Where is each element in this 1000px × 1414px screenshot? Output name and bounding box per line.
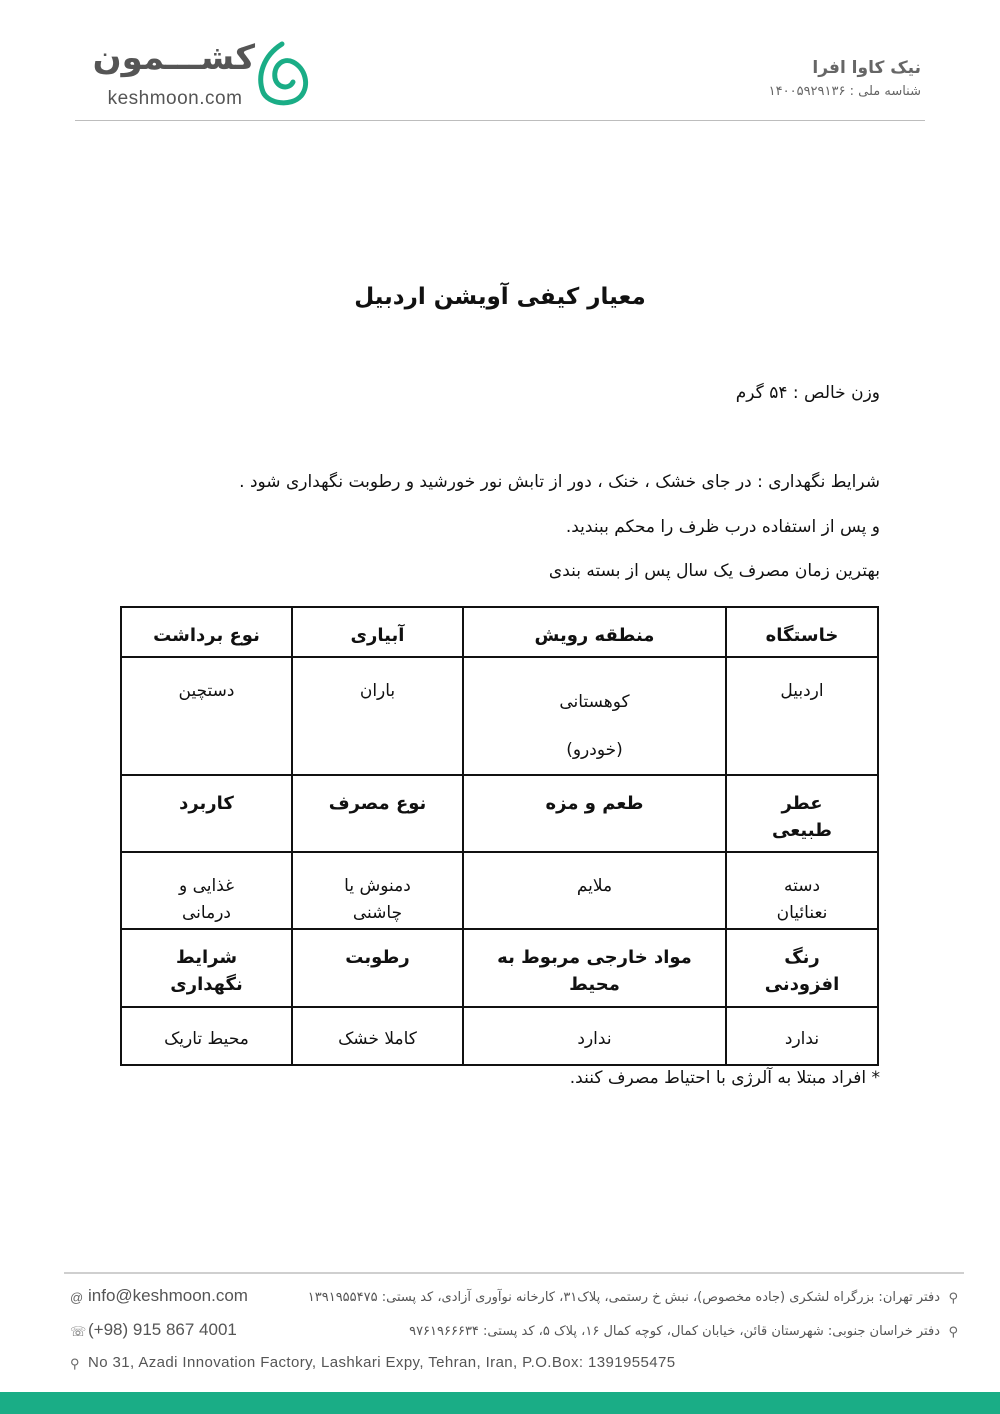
table-header-cell: نوع مصرف <box>292 775 463 852</box>
table-header-cell: نوع برداشت <box>121 607 292 657</box>
location-pin-icon: ⚲ <box>70 1356 80 1371</box>
footer-khorasan-office-row <box>409 1324 962 1348</box>
table-header-cell: آبیاری <box>292 607 463 657</box>
table-header-row-1 <box>121 607 878 657</box>
table-header-cell: عطر طبیعی <box>726 775 878 852</box>
table-cell: دستچین <box>121 657 292 775</box>
company-name: نیک کاوا افرا <box>812 58 921 78</box>
logo-text-fa: کشـــمون <box>92 38 255 78</box>
table-cell: اردبیل <box>726 657 878 775</box>
footer-tehran-office-row <box>308 1290 962 1314</box>
logo-seed-icon <box>253 40 311 110</box>
table-cell-text: کوهستانی <box>559 692 630 712</box>
quality-table <box>120 606 879 1066</box>
net-weight: وزن خالص : ۵۴ گرم <box>735 383 880 403</box>
table-cell: باران <box>292 657 463 775</box>
table-cell: ملایم <box>463 852 726 929</box>
table-cell: کاملا خشک <box>292 1007 463 1065</box>
footer-accent-bar <box>0 1392 1000 1414</box>
table-header-row-3 <box>121 929 878 1007</box>
footer-tehran-office: دفتر تهران: بزرگراه لشکری (جاده مخصوص)، نبش خ رستمی، پلاک۳۱، کارخانه نوآوری آزادی، کد پستی: ۱۳۹۱۹۵۵۴۷۵ <box>307 1290 940 1305</box>
table-header-cell: طعم و مزه <box>463 775 726 852</box>
allergy-note: * افراد مبتلا به آلرژی با احتیاط مصرف کنند. <box>569 1068 880 1088</box>
table-header-cell: رطوبت <box>292 929 463 1007</box>
email-icon: @ <box>70 1290 84 1305</box>
table-cell: غذایی و درمانی <box>121 852 292 929</box>
footer-khorasan-office: دفتر خراسان جنوبی: شهرستان قائن، خیابان کمال، کوچه کمال ۱۶، پلاک ۵، کد پستی: ۹۷۶۱۹۶۶۶۳۴ <box>409 1324 940 1339</box>
table-header-row-2 <box>121 775 878 852</box>
phone-icon: ☏ <box>70 1324 87 1339</box>
footer-email: info@keshmoon.com <box>88 1286 248 1305</box>
table-cell: دمنوش یا چاشنی <box>292 852 463 929</box>
table-cell: ندارد <box>726 1007 878 1065</box>
table-cell: دسته نعنائیان <box>726 852 878 929</box>
table-value-row-3 <box>121 1007 878 1065</box>
page-header <box>75 30 925 121</box>
logo-text-en: keshmoon.com <box>107 88 243 109</box>
keshmoon-logo <box>92 38 315 118</box>
footer-phone-row <box>66 1320 237 1344</box>
footer-address-row <box>66 1354 675 1378</box>
page-title: معیار کیفی آویشن اردبیل <box>354 284 646 310</box>
page-footer <box>64 1272 964 1384</box>
table-value-row-2 <box>121 852 878 929</box>
table-header-cell: مواد خارجی مربوط به محیط <box>463 929 726 1007</box>
table-header-cell: شرایط نگهداری <box>121 929 292 1007</box>
table-cell: محیط تاریک <box>121 1007 292 1065</box>
company-info <box>769 58 921 99</box>
location-pin-icon: ⚲ <box>948 1325 958 1340</box>
table-header-cell: منطقه رویش <box>463 607 726 657</box>
storage-conditions-line-1: شرایط نگهداری : در جای خشک ، خنک ، دور از تابش نور خورشید و رطوبت نگهداری شود . <box>239 472 880 492</box>
footer-phone: (+98) 915 867 4001 <box>88 1320 237 1339</box>
table-header-cell: خاستگاه <box>726 607 878 657</box>
footer-address-en: No 31, Azadi Innovation Factory, Lashkari Expy, Tehran, Iran, P.O.Box: 1391955475 <box>88 1354 676 1371</box>
table-header-cell: کاربرد <box>121 775 292 852</box>
footer-email-row <box>66 1286 248 1310</box>
location-pin-icon: ⚲ <box>948 1291 958 1306</box>
table-cell-text: (خودرو) <box>566 740 623 760</box>
table-header-cell: رنگ افزودنی <box>726 929 878 1007</box>
table-cell: ندارد <box>463 1007 726 1065</box>
storage-conditions-line-2: و پس از استفاده درب ظرف را محکم ببندید. <box>565 517 880 537</box>
company-national-id: شناسه ملی : ۱۴۰۰۵۹۲۹۱۳۶ <box>768 84 921 99</box>
table-value-row-1 <box>121 657 878 775</box>
table-cell <box>463 657 726 775</box>
best-use-time: بهترین زمان مصرف یک سال پس از بسته بندی <box>548 561 880 581</box>
